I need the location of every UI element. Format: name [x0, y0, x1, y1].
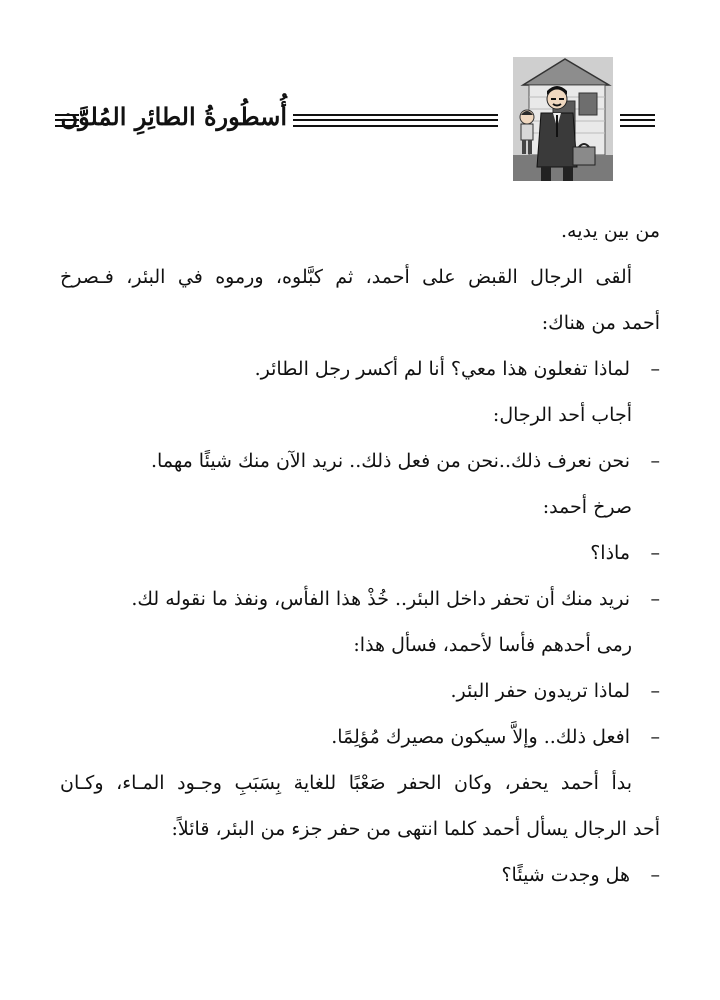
dialogue-dash: –: [650, 358, 660, 380]
dialogue-dash: –: [650, 864, 660, 886]
dialogue-line: –لماذا تفعلون هذا معي؟ أنا لم أكسر رجل الطائر.: [60, 346, 660, 392]
dialogue-line: –لماذا تريدون حفر البئر.: [60, 668, 660, 714]
text-line: ألقى الرجال القبض على أحمد، ثم كبَّلوه، ورموه في البئر، فـصرخ: [60, 266, 632, 288]
chapter-illustration: [513, 57, 613, 181]
dialogue-dash: –: [650, 680, 660, 702]
text-line: أجاب أحد الرجال:: [492, 404, 632, 426]
dialogue-line: –نريد منك أن تحفر داخل البئر.. خُذْ هذا الفأس، ونفذ ما نقوله لك.: [60, 576, 660, 622]
dialogue-line: –نحن نعرف ذلك..نحن من فعل ذلك.. نريد الآن منك شيئًا مهما.: [60, 438, 660, 484]
dialogue-line: –افعل ذلك.. وإلاَّ سيكون مصيرك مُؤلِمًا.: [60, 714, 660, 760]
text-line: صرخ أحمد:: [542, 496, 632, 518]
dialogue-dash: –: [650, 726, 660, 748]
dialogue-dash: –: [650, 450, 660, 472]
dialogue-dash: –: [650, 588, 660, 610]
dialogue-line: –ماذا؟: [60, 530, 660, 576]
chapter-title: أُسطُورةُ الطائِرِ المُلوَّن: [60, 102, 287, 131]
story-text: [60, 208, 660, 898]
decorative-rule-right: [620, 114, 655, 127]
dialogue-line: –هل وجدت شيئًا؟: [60, 852, 660, 898]
text-line: بدأ أحمد يحفر، وكان الحفر صَعْبًا للغاية بِسَبَبِ وجـود المـاء، وكـان: [60, 772, 632, 794]
text-line: أحمد من هناك:: [541, 312, 660, 334]
text-line: أحد الرجال يسأل أحمد كلما انتهى من حفر جزء من البئر، قائلاً:: [171, 818, 660, 840]
dialogue-dash: –: [650, 542, 660, 564]
text-line: من بين يديه.: [561, 220, 660, 242]
page-header: [0, 0, 720, 200]
text-line: رمى أحدهم فأسا لأحمد، فسأل هذا:: [353, 634, 632, 656]
decorative-rule-middle: [293, 114, 498, 127]
